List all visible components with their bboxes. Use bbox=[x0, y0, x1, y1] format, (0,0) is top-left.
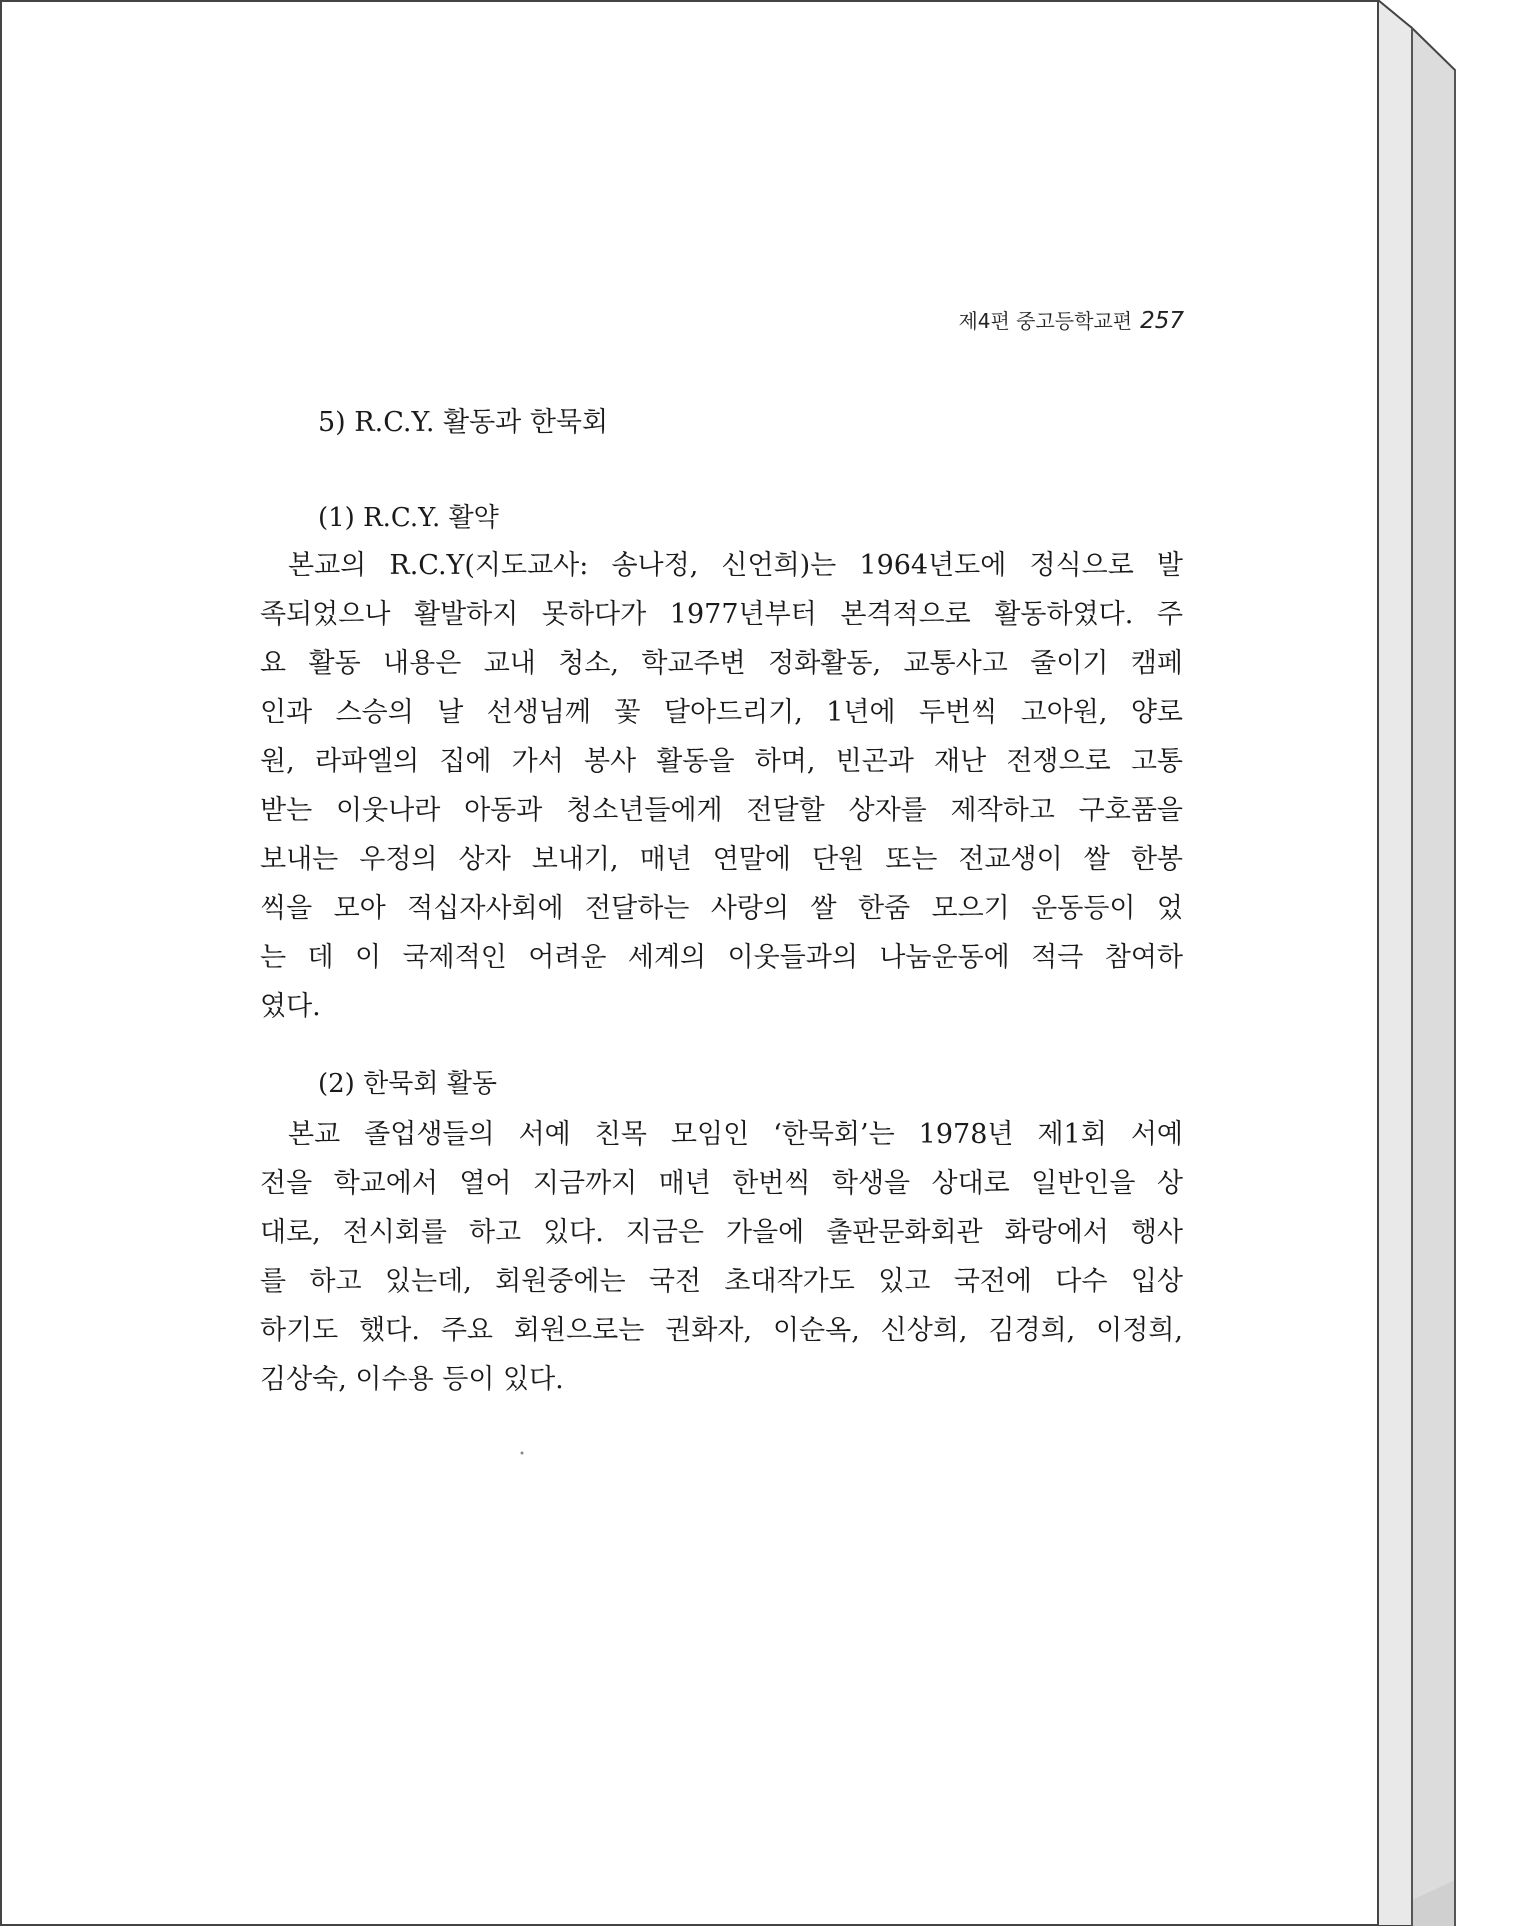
section-title: 5) R.C.Y. 활동과 한묵회 bbox=[318, 407, 609, 438]
paragraph-line: 받는 이웃나라 아동과 청소년들에게 전달할 상자를 제작하고 구호품을 bbox=[260, 795, 1183, 826]
paragraph-line: 원, 라파엘의 집에 가서 봉사 활동을 하며, 빈곤과 재난 전쟁으로 고통 bbox=[260, 746, 1183, 777]
rcy-paragraph bbox=[260, 541, 1183, 1031]
paragraph-line: 인과 스승의 날 선생님께 꽃 달아드리기, 1년에 두번씩 고아원, 양로 bbox=[260, 697, 1183, 728]
paragraph-line: 였다. bbox=[260, 991, 321, 1022]
paragraph-line: 본교의 R.C.Y(지도교사: 송나정, 신언희)는 1964년도에 정식으로 발 bbox=[288, 550, 1183, 581]
running-header bbox=[820, 305, 1184, 334]
paragraph-line: 본교 졸업생들의 서예 친목 모임인 ‘한묵회’는 1978년 제1회 서예 bbox=[288, 1119, 1183, 1150]
paragraph-line: 요 활동 내용은 교내 청소, 학교주변 정화활동, 교통사고 줄이기 캠페 bbox=[260, 648, 1183, 679]
paragraph-line: 씩을 모아 적십자사회에 전달하는 사랑의 쌀 한줌 모으기 운동등이 었 bbox=[260, 893, 1183, 924]
paragraph-line: 는 데 이 국제적인 어려운 세계의 이웃들과의 나눔운동에 적극 참여하 bbox=[260, 942, 1183, 973]
paragraph-line: 김상숙, 이수용 등이 있다. bbox=[260, 1364, 564, 1395]
rcy-heading: (1) R.C.Y. 활약 bbox=[318, 503, 499, 533]
chapter-label: 제4편 중고등학교편 bbox=[958, 309, 1133, 333]
paragraph-line: 를 하고 있는데, 회원중에는 국전 초대작가도 있고 국전에 다수 입상 bbox=[260, 1266, 1183, 1297]
hanmuk-paragraph bbox=[260, 1110, 1183, 1404]
paragraph-line: 대로, 전시회를 하고 있다. 지금은 가을에 출판문화회관 화랑에서 행사 bbox=[260, 1217, 1183, 1248]
page-number: 257 bbox=[1140, 308, 1184, 334]
paragraph-line: 하기도 했다. 주요 회원으로는 권화자, 이순옥, 신상희, 김경희, 이정희, bbox=[260, 1315, 1183, 1346]
paragraph-line: 보내는 우정의 상자 보내기, 매년 연말에 단원 또는 전교생이 쌀 한봉 bbox=[260, 844, 1183, 875]
paragraph-line: 족되었으나 활발하지 못하다가 1977년부터 본격적으로 활동하였다. 주 bbox=[260, 599, 1183, 630]
paragraph-line: 전을 학교에서 열어 지금까지 매년 한번씩 학생을 상대로 일반인을 상 bbox=[260, 1168, 1183, 1199]
hanmuk-heading: (2) 한묵회 활동 bbox=[318, 1069, 497, 1099]
